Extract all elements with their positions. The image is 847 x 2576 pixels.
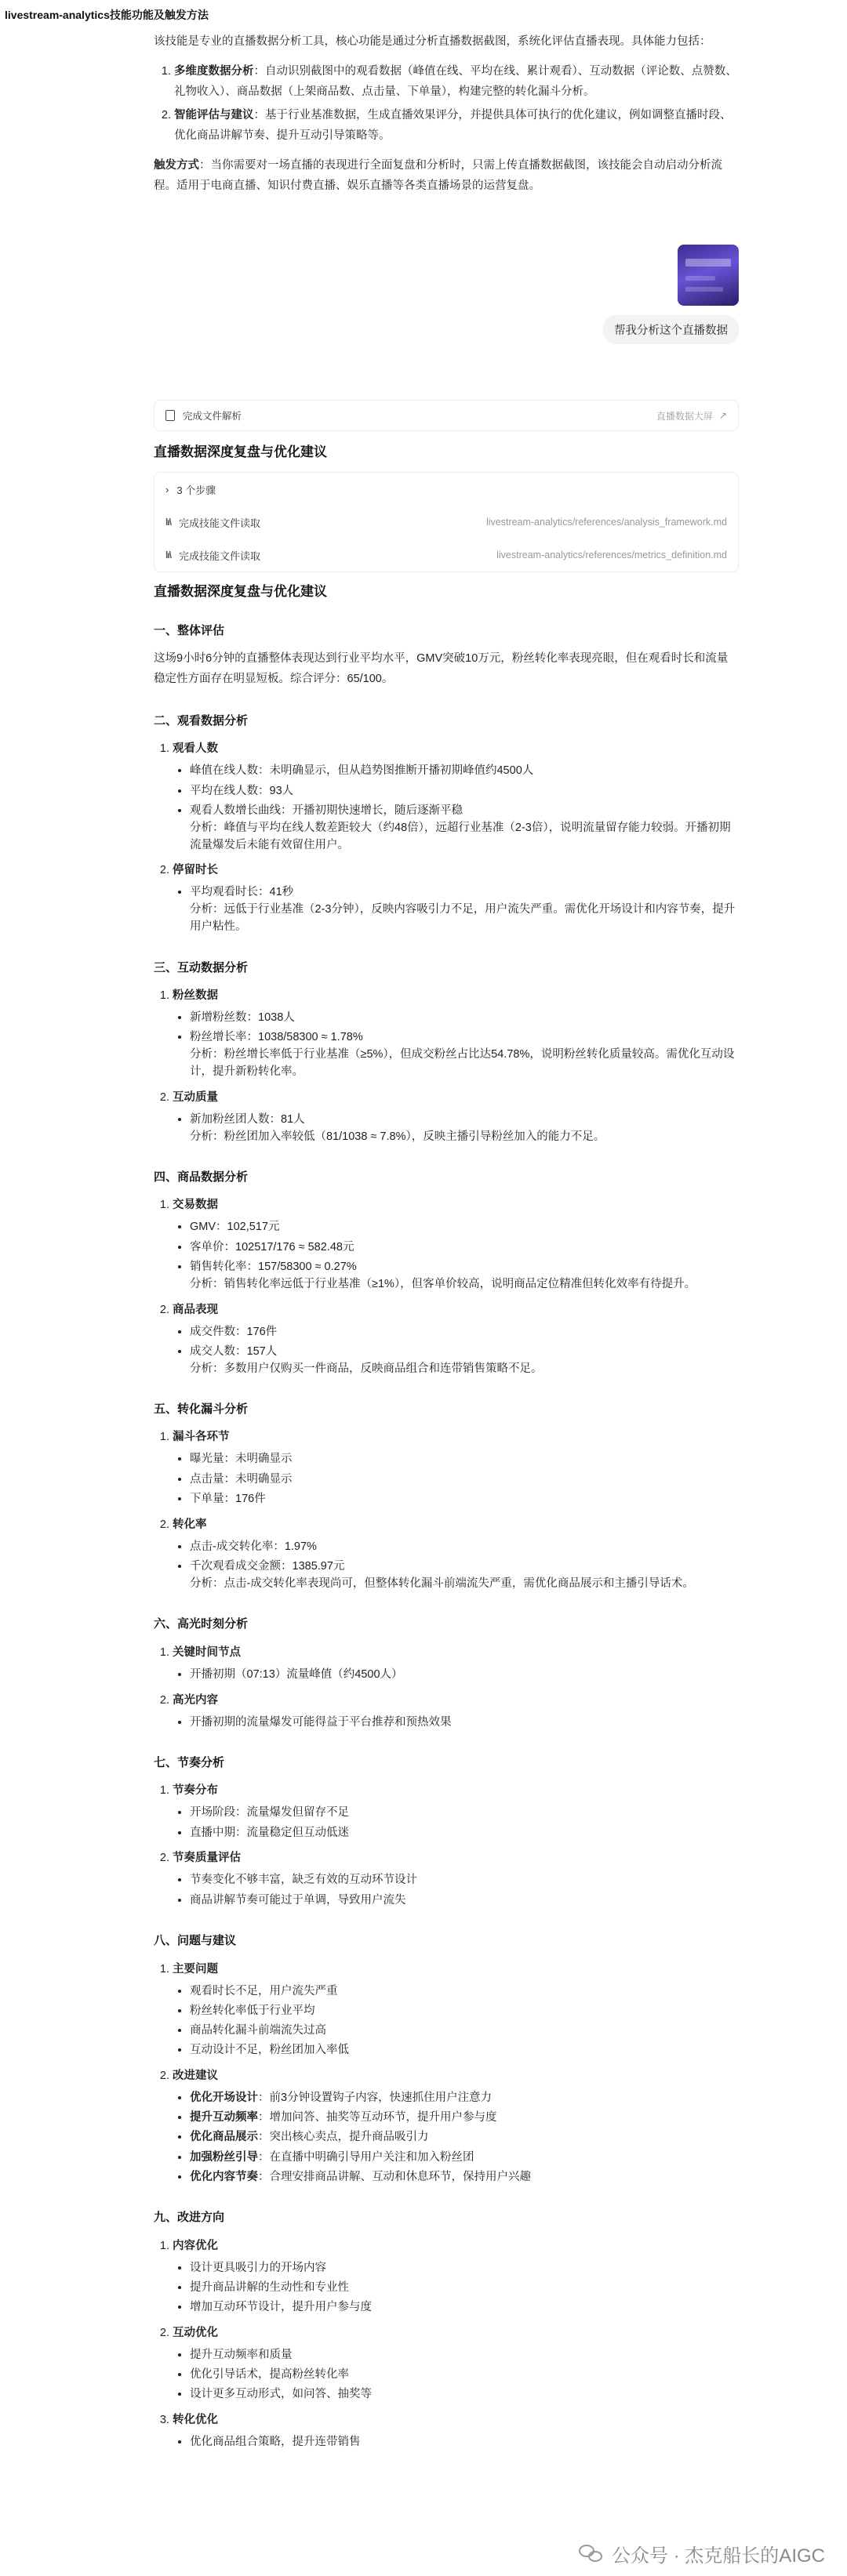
section-title: 直播数据深度复盘与优化建议 bbox=[154, 444, 327, 459]
report-group bbox=[173, 2410, 739, 2451]
bullet-text: 成交件数：176件 bbox=[190, 1325, 278, 1338]
report-group-list bbox=[173, 738, 739, 936]
bullet-analysis: 分析：峰值与平均在线人数差距较大（约48倍），远超行业基准（2-3倍），说明流量留存能力较弱。开播初期流量爆发后未能有效留住用户。 bbox=[190, 821, 731, 851]
step-path: livestream-analytics/references/metrics_definition.md bbox=[496, 550, 727, 561]
report-bullet bbox=[190, 1539, 739, 1556]
report-section-heading: 二、观看数据分析 bbox=[154, 713, 249, 727]
report-bullet bbox=[190, 2434, 739, 2451]
bullet-text: 商品转化漏斗前端流失过高 bbox=[190, 2023, 326, 2037]
chevron-right-icon: › bbox=[165, 483, 169, 495]
bullet-text: 观看时长不足，用户流失严重 bbox=[190, 1984, 338, 1997]
bullet-analysis: 分析：多数用户仅购买一件商品，反映商品组合和连带销售策略不足。 bbox=[190, 1362, 543, 1375]
report-bullet-list bbox=[190, 1983, 739, 2059]
bullet-text: 千次观看成交金额：1385.97元 bbox=[190, 1559, 345, 1573]
report-group-title: 1. 交易数据 bbox=[173, 1199, 218, 1212]
step-label: 完成技能文件读取 bbox=[179, 550, 261, 562]
report-group-list bbox=[173, 1195, 739, 1377]
report-group bbox=[173, 1300, 739, 1378]
report-bullet bbox=[190, 1344, 739, 1378]
bullet-text: 平均观看时长：41秒 bbox=[190, 886, 294, 899]
report-bullet bbox=[190, 1983, 739, 2001]
report-bullet-list bbox=[190, 884, 739, 936]
report-bullet bbox=[190, 1714, 739, 1732]
report-bullet bbox=[190, 2299, 739, 2317]
bullet-text: 点击-成交转化率：1.97% bbox=[190, 1540, 317, 1553]
report-group-title: 2. 改进建议 bbox=[173, 2069, 218, 2082]
report-group bbox=[173, 2323, 739, 2404]
report-group bbox=[173, 1690, 739, 1732]
bullet-text: 观看人数增长曲线：开播初期快速增长，随后逐渐平稳 bbox=[190, 804, 463, 817]
steps-header: 3 个步骤 bbox=[176, 484, 216, 496]
report-group-title: 1. 节奏分布 bbox=[173, 1784, 218, 1798]
bullet-text: 销售转化率：157/58300 ≈ 0.27% bbox=[190, 1260, 357, 1273]
bullet-text: 开场阶段：流量爆发但留存不足 bbox=[190, 1806, 349, 1820]
report-bullet bbox=[190, 2129, 739, 2146]
bullet-analysis: 分析：粉丝团加入率较低（81/1038 ≈ 7.8%），反映主播引导粉丝加入的能力不足。 bbox=[190, 1130, 605, 1143]
report-section-heading: 三、互动数据分析 bbox=[154, 960, 249, 974]
file-parse-label: 完成文件解析 bbox=[183, 411, 242, 422]
bullet-text: 增加互动环节设计，提升用户参与度 bbox=[190, 2301, 372, 2314]
report-group-title: 1. 粉丝数据 bbox=[173, 989, 218, 1002]
report-group bbox=[173, 1642, 739, 1684]
report-bullet bbox=[190, 1558, 739, 1593]
report-group bbox=[173, 1427, 739, 1508]
window-title: livestream-analytics技能功能及触发方法 bbox=[5, 9, 209, 21]
bullet-text: ：合理安排商品讲解、互动和休息环节，保持用户兴趣 bbox=[258, 2170, 531, 2183]
report-group-list bbox=[173, 1959, 739, 2186]
user-message-bubble: 帮我分析这个直播数据 bbox=[603, 315, 739, 344]
document-icon bbox=[165, 410, 175, 421]
report-group-list bbox=[173, 1780, 739, 1909]
bullet-text: 互动设计不足，粉丝团加入率低 bbox=[190, 2044, 349, 2057]
report-group bbox=[173, 2066, 739, 2186]
steps-toggle[interactable] bbox=[154, 473, 738, 506]
report-bullet-list bbox=[190, 2347, 739, 2404]
report-bullet bbox=[190, 1805, 739, 1822]
report-bullet bbox=[190, 2150, 739, 2167]
report-bullet bbox=[190, 1667, 739, 1684]
bullet-text: 提升互动频率和质量 bbox=[190, 2348, 293, 2361]
report-bullet-list bbox=[190, 2090, 739, 2186]
report-bullet bbox=[190, 1259, 739, 1293]
report-bullet bbox=[190, 2110, 739, 2127]
report-group-title: 2. 互动质量 bbox=[173, 1090, 218, 1104]
report-bullet bbox=[190, 2386, 739, 2404]
bullet-text: 下单量：176件 bbox=[190, 1492, 266, 1505]
bullet-text: 商品讲解节奏可能过于单调，导致用户流失 bbox=[190, 1893, 406, 1907]
bullet-text: 新增粉丝数：1038人 bbox=[190, 1010, 295, 1024]
bullet-keyword: 加强粉丝引导 bbox=[190, 2150, 258, 2164]
bullet-text: 开播初期的流量爆发可能得益于平台推荐和预热效果 bbox=[190, 1715, 452, 1729]
bullet-analysis: 分析：粉丝增长率低于行业基准（≥5%），但成交粉丝占比达54.78%，说明粉丝转化质量较高。需优化互动设计，提升新粉转化率。 bbox=[190, 1048, 735, 1078]
feature-text: ：基于行业基准数据，生成直播效果评分，并提供具体可执行的优化建议，例如调整直播时段、优化商品讲解节奏、提升互动引导策略等。 bbox=[174, 109, 732, 142]
report-bullet bbox=[190, 1451, 739, 1468]
report-bullet bbox=[190, 2367, 739, 2384]
intro-paragraph: 该技能是专业的直播数据分析工具，核心功能是通过分析直播数据截图，系统化评估直播表现。具体能力包括： bbox=[154, 35, 711, 48]
report-group-list bbox=[173, 985, 739, 1145]
report-bullet bbox=[190, 2042, 739, 2059]
bullet-analysis: 分析：点击-成交转化率表现尚可，但整体转化漏斗前端流失严重，需优化商品展示和主播引导话术。 bbox=[190, 1576, 694, 1590]
report-section-heading: 八、问题与建议 bbox=[154, 1934, 237, 1948]
bullet-text: 直播中期：流量稳定但互动低迷 bbox=[190, 1826, 349, 1839]
report-bullet-list bbox=[190, 2434, 739, 2451]
watermark bbox=[579, 2540, 825, 2567]
step-item bbox=[154, 506, 738, 539]
trigger-text: ：当你需要对一场直播的表现进行全面复盘和分析时，只需上传直播数据截图，该技能会自动启动分析流程。适用于电商直播、知识付费直播、娱乐直播等各类直播场景的运营复盘。 bbox=[154, 159, 722, 192]
bullet-text: 设计更多互动形式，如问答、抽奖等 bbox=[190, 2388, 372, 2401]
report-section-heading: 七、节奏分析 bbox=[154, 1755, 225, 1769]
report-group bbox=[173, 1780, 739, 1841]
steps-panel bbox=[154, 472, 739, 572]
report-bullet bbox=[190, 2090, 739, 2107]
report-group bbox=[173, 985, 739, 1081]
report-group bbox=[173, 1959, 739, 2059]
bullet-text: 粉丝转化率低于行业平均 bbox=[190, 2004, 315, 2017]
report-group-title: 1. 漏斗各环节 bbox=[173, 1431, 230, 1444]
step-label: 完成技能文件读取 bbox=[179, 517, 261, 529]
bullet-text: 成交人数：157人 bbox=[190, 1344, 278, 1358]
report-bullet-list bbox=[190, 1872, 739, 1909]
report-bullet bbox=[190, 1872, 739, 1889]
uploaded-screenshot-thumbnail[interactable] bbox=[678, 245, 739, 306]
report-bullet-list bbox=[190, 2260, 739, 2317]
bullet-text: ：增加问答、抽奖等互动环节，提升用户参与度 bbox=[258, 2111, 497, 2124]
report-section-heading: 一、整体评估 bbox=[154, 624, 225, 637]
report-group-title: 2. 高光内容 bbox=[173, 1693, 218, 1707]
report-title: 直播数据深度复盘与优化建议 bbox=[154, 584, 327, 599]
library-icon: lı\ bbox=[165, 517, 172, 528]
library-icon: lı\ bbox=[165, 550, 172, 561]
bullet-keyword: 优化内容节奏 bbox=[190, 2170, 258, 2183]
bullet-text: 优化商品组合策略，提升连带销售 bbox=[190, 2436, 361, 2449]
report-group-list bbox=[173, 1642, 739, 1732]
bullet-text: 平均在线人数：93人 bbox=[190, 784, 294, 797]
report-bullet bbox=[190, 1471, 739, 1489]
report-group bbox=[173, 1515, 739, 1593]
report-bullet-list bbox=[190, 1805, 739, 1841]
bullet-text: 新加粉丝团人数：81人 bbox=[190, 1112, 305, 1126]
bullet-text: ：突出核心卖点，提升商品吸引力 bbox=[258, 2131, 429, 2144]
report-group bbox=[173, 1087, 739, 1146]
report-bullet bbox=[190, 1239, 739, 1257]
report-section-heading: 九、改进方向 bbox=[154, 2211, 225, 2225]
feature-title: 智能评估与建议 bbox=[174, 109, 254, 122]
report-group-title: 2. 互动优化 bbox=[173, 2326, 218, 2339]
report-group-title: 1. 观看人数 bbox=[173, 742, 218, 756]
bullet-keyword: 提升互动频率 bbox=[190, 2111, 258, 2124]
bullet-text: 提升商品讲解的生动性和专业性 bbox=[190, 2280, 349, 2294]
watermark-text: 公众号 · 杰克船长的AIGC bbox=[611, 2545, 825, 2567]
report-bullet bbox=[190, 1010, 739, 1027]
wechat-icon bbox=[579, 2543, 605, 2565]
bullet-text: 节奏变化不够丰富，缺乏有效的互动环节设计 bbox=[190, 1874, 417, 1887]
report-bullet bbox=[190, 2260, 739, 2277]
trigger-title: 触发方式 bbox=[154, 159, 199, 172]
report-group-list bbox=[173, 1427, 739, 1592]
bullet-text: 开播初期（07:13）流量峰值（约4500人） bbox=[190, 1667, 403, 1681]
trigger-paragraph bbox=[154, 155, 739, 196]
report-bullet bbox=[190, 763, 739, 780]
report-group-title: 1. 内容优化 bbox=[173, 2239, 218, 2252]
feature-list bbox=[174, 61, 739, 146]
conversation bbox=[154, 31, 825, 2567]
report-group-title: 2. 节奏质量评估 bbox=[173, 1852, 241, 1865]
report-bullet bbox=[190, 2023, 739, 2040]
report-group bbox=[173, 860, 739, 936]
report-bullet-list bbox=[190, 1324, 739, 1378]
report-bullet bbox=[190, 2169, 739, 2186]
report-bullet bbox=[190, 1029, 739, 1081]
report-bullet bbox=[190, 783, 739, 800]
report-bullet bbox=[190, 2280, 739, 2297]
bullet-text: ：前3分钟设置钩子内容，快速抓住用户注意力 bbox=[258, 2092, 493, 2105]
bullet-text: 设计更具吸引力的开场内容 bbox=[190, 2261, 326, 2274]
file-name: 直播数据大屏 bbox=[656, 410, 713, 422]
report-bullet bbox=[190, 1825, 739, 1842]
report-group-title: 2. 停留时长 bbox=[173, 864, 218, 877]
bullet-text: 曝光量：未明确显示 bbox=[190, 1453, 293, 1466]
report-group-title: 2. 商品表现 bbox=[173, 1303, 218, 1316]
report-bullet-list bbox=[190, 1451, 739, 1508]
report-bullet-list bbox=[190, 1667, 739, 1684]
feature-item bbox=[174, 105, 739, 146]
report-bullet-list bbox=[190, 763, 739, 854]
report-bullet bbox=[190, 2347, 739, 2364]
report-bullet bbox=[190, 884, 739, 936]
report-bullet bbox=[190, 1219, 739, 1236]
feature-text: ：自动识别截图中的观看数据（峰值在线、平均在线、累计观看）、互动数据（评论数、点赞数、礼物收入）、商品数据（上架商品数、点击量、下单量），构建完整的转化漏斗分析。 bbox=[174, 65, 737, 98]
report-group bbox=[173, 738, 739, 854]
bullet-text: 粉丝增长率：1038/58300 ≈ 1.78% bbox=[190, 1031, 363, 1044]
report-section-heading: 五、转化漏斗分析 bbox=[154, 1402, 249, 1416]
report-bullet-list bbox=[190, 1112, 739, 1146]
report-bullet-list bbox=[190, 1219, 739, 1293]
report-bullet bbox=[190, 1892, 739, 1910]
report-section-heading: 四、商品数据分析 bbox=[154, 1170, 249, 1184]
feature-item bbox=[174, 61, 739, 102]
report-bullet-list bbox=[190, 1010, 739, 1081]
report-group-title: 3. 转化优化 bbox=[173, 2414, 218, 2427]
bullet-text: ：在直播中明确引导用户关注和加入粉丝团 bbox=[258, 2150, 474, 2164]
file-card-link[interactable] bbox=[656, 409, 727, 423]
report-bullet bbox=[190, 1491, 739, 1508]
step-path: livestream-analytics/references/analysis_framework.md bbox=[485, 517, 727, 528]
report-group bbox=[173, 1848, 739, 1909]
file-parse-card[interactable] bbox=[154, 400, 739, 431]
report-group-title: 1. 主要问题 bbox=[173, 1962, 218, 1976]
bullet-keyword: 优化开场设计 bbox=[190, 2092, 258, 2105]
report-bullet bbox=[190, 803, 739, 854]
bullet-analysis: 分析：销售转化率远低于行业基准（≥1%），但客单价较高，说明商品定位精准但转化效率有待提升。 bbox=[190, 1277, 696, 1290]
report-bullet bbox=[190, 1324, 739, 1341]
open-arrow-icon: ↗ bbox=[718, 410, 727, 421]
feature-title: 多维度数据分析 bbox=[174, 65, 254, 78]
report-group-title: 2. 转化率 bbox=[173, 1518, 207, 1531]
bullet-text: 点击量：未明确显示 bbox=[190, 1472, 293, 1486]
bullet-keyword: 优化商品展示 bbox=[190, 2131, 258, 2144]
report-bullet bbox=[190, 2003, 739, 2020]
report-group-list bbox=[173, 2236, 739, 2451]
report-group-title: 1. 关键时间节点 bbox=[173, 1645, 241, 1659]
report-bullet-list bbox=[190, 1539, 739, 1593]
report-section-heading: 六、高光时刻分析 bbox=[154, 1617, 249, 1631]
report bbox=[154, 580, 739, 2458]
report-group bbox=[173, 1195, 739, 1293]
report-paragraph: 这场9小时6分钟的直播整体表现达到行业平均水平，GMV突破10万元，粉丝转化率表现亮眼，但在观看时长和流量稳定性方面存在明显短板。综合评分：65/100。 bbox=[154, 652, 729, 686]
report-bullet bbox=[190, 1112, 739, 1146]
report-bullet-list bbox=[190, 1714, 739, 1732]
bullet-text: 峰值在线人数：未明确显示，但从趋势图推断开播初期峰值约4500人 bbox=[190, 764, 534, 778]
bullet-text: 客单价：102517/176 ≈ 582.48元 bbox=[190, 1240, 354, 1254]
bullet-analysis: 分析：远低于行业基准（2-3分钟），反映内容吸引力不足，用户流失严重。需优化开场设计和内容节奏，提升用户粘性。 bbox=[190, 903, 736, 934]
report-group bbox=[173, 2236, 739, 2317]
bullet-text: 优化引导话术，提高粉丝转化率 bbox=[190, 2368, 349, 2382]
bullet-text: GMV：102,517元 bbox=[190, 1221, 280, 1234]
step-item bbox=[154, 539, 738, 571]
